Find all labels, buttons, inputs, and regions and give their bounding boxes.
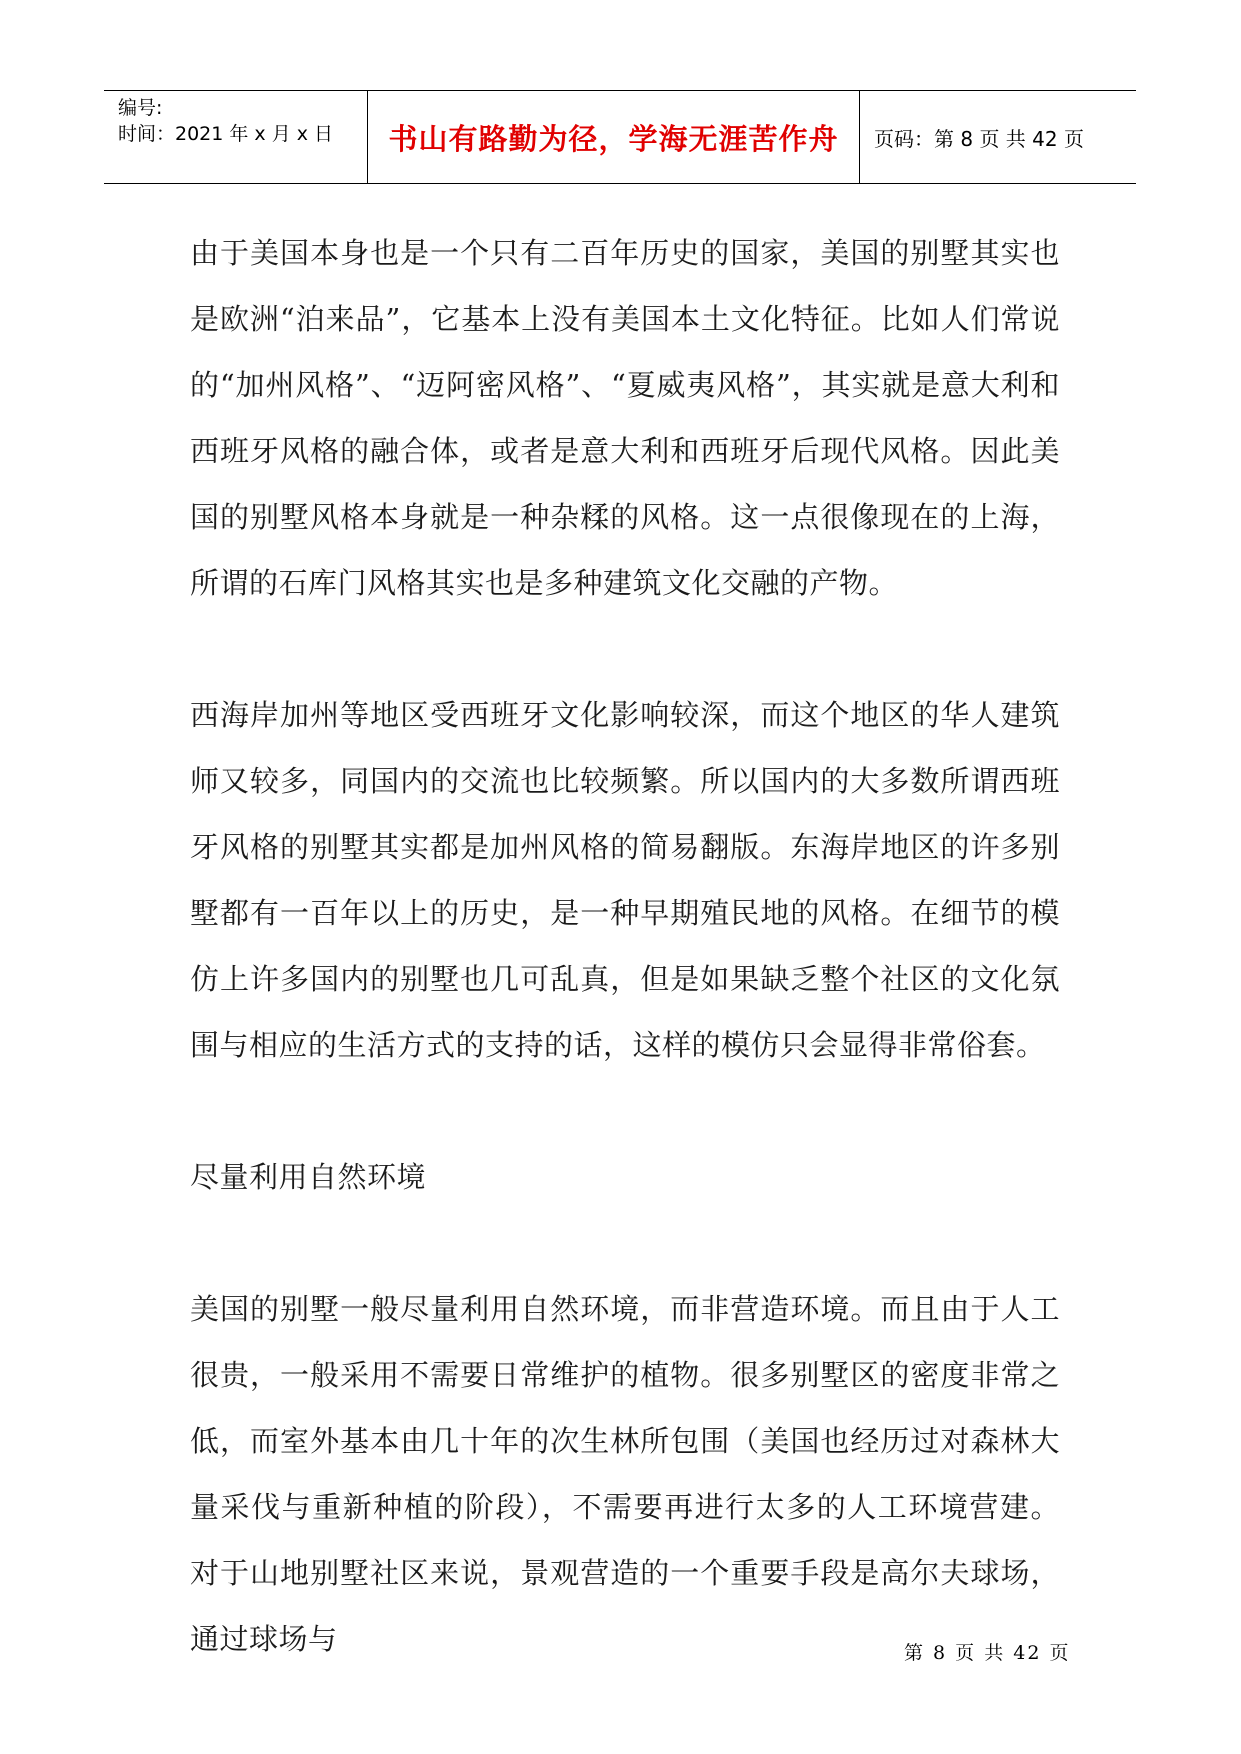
document-date-label: 时间：2021 年 x 月 x 日 [118,123,334,145]
header-page-code: 页码：第 8 页 共 42 页 [874,126,1084,151]
page-footer: 第 8 页 共 42 页 [904,1642,1071,1664]
header-meta-cell [104,91,368,183]
body-paragraph-1: 由于美国本身也是一个只有二百年历史的国家，美国的别墅其实也是欧洲“泊来品”，它基本上没有美国本土文化特征。比如人们常说的“加州风格”、“迈阿密风格”、“夏威夷风格”，其实就是意大利和西班牙风格的融合体，或者是意大利和西班牙后现代风格。因此美国的别墅风格本身就是一种杂糅的风格。这一点很像现在的上海，所谓的石库门风格其实也是多种建筑文化交融的产物。 [190,236,1060,600]
document-number-label: 编号: [118,97,163,119]
body-paragraph-2: 西海岸加州等地区受西班牙文化影响较深，而这个地区的华人建筑师又较多，同国内的交流也比较频繁。所以国内的大多数所谓西班牙风格的别墅其实都是加州风格的简易翻版。东海岸地区的许多别墅都有一百年以上的历史，是一种早期殖民地的风格。在细节的模仿上许多国内的别墅也几可乱真，但是如果缺乏整个社区的文化氛围与相应的生活方式的支持的话，这样的模仿只会显得非常俗套。 [190,698,1060,1062]
document-body [190,220,1060,1672]
paragraph-spacer [190,1078,1060,1144]
header-motto-cell [368,91,860,183]
header-motto: 书山有路勤为径，学海无涯苦作舟 [388,121,839,156]
page-header [104,90,1136,184]
paragraph-spacer [190,1210,1060,1276]
body-paragraph-3: 美国的别墅一般尽量利用自然环境，而非营造环境。而且由于人工很贵，一般采用不需要日常维护的植物。很多别墅区的密度非常之低，而室外基本由几十年的次生林所包围（美国也经历过对森林大量采伐与重新种植的阶段），不需要再进行太多的人工环境营建。对于山地别墅社区来说，景观营造的一个重要手段是高尔夫球场，通过球场与 [190,1292,1060,1656]
paragraph-spacer [190,616,1060,682]
section-heading: 尽量利用自然环境 [190,1160,427,1194]
